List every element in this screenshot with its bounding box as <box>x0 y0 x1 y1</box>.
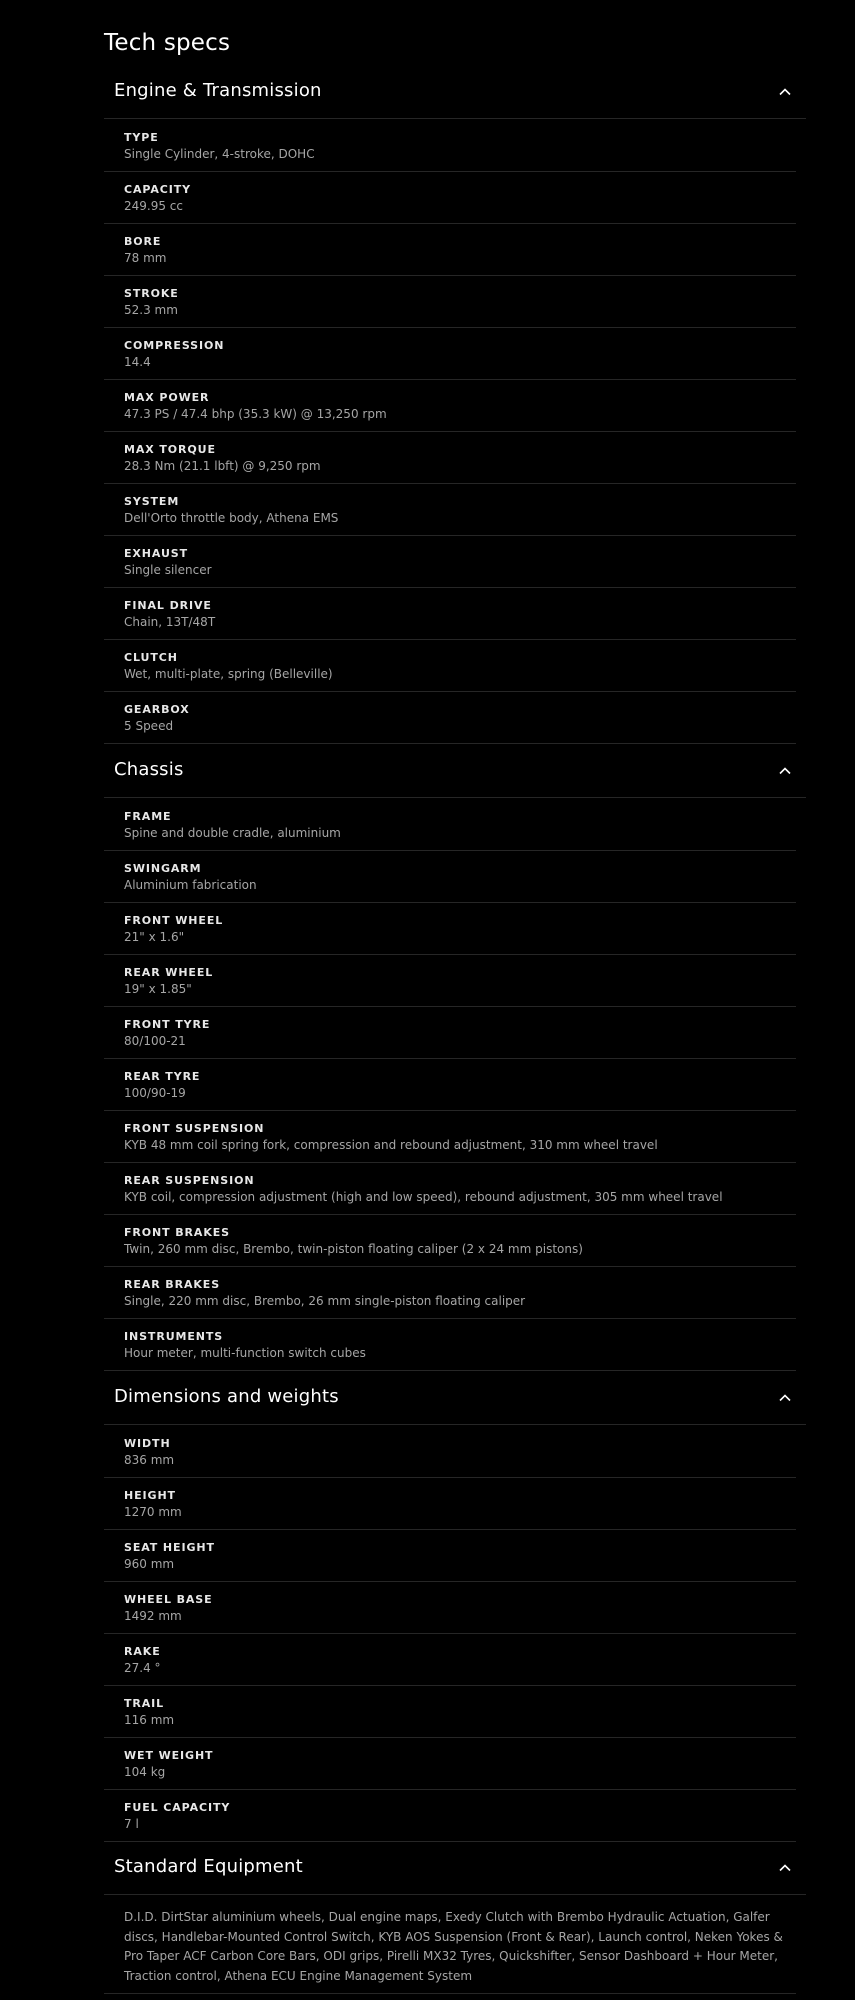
spec-value: 80/100-21 <box>124 1034 186 1048</box>
section-title: Chassis <box>114 759 184 780</box>
spec-value: 5 Speed <box>124 719 174 733</box>
spec-label: FRONT SUSPENSION <box>124 1122 265 1135</box>
spec-row-width <box>104 1426 796 1478</box>
spec-label: FRONT BRAKES <box>124 1226 231 1239</box>
spec-value: 116 mm <box>124 1713 175 1727</box>
spec-row-seat-height <box>104 1530 796 1582</box>
spec-label: EXHAUST <box>124 547 189 560</box>
section-title: Standard Equipment <box>114 1856 303 1877</box>
spec-value: Chain, 13T/48T <box>124 615 216 629</box>
spec-value: 100/90-19 <box>124 1086 186 1100</box>
spec-row-compression <box>104 328 796 380</box>
spec-row-max-torque <box>104 432 796 484</box>
spec-label: MAX TORQUE <box>124 443 216 456</box>
spec-value: 1492 mm <box>124 1609 182 1623</box>
spec-row-height <box>104 1478 796 1530</box>
spec-label: BORE <box>124 235 162 248</box>
spec-value: 1270 mm <box>124 1505 182 1519</box>
spec-label: FINAL DRIVE <box>124 599 212 612</box>
spec-label: STROKE <box>124 287 179 300</box>
spec-value: KYB 48 mm coil spring fork, compression and rebound adjustment, 310 mm wheel travel <box>124 1138 658 1152</box>
spec-value: 836 mm <box>124 1453 175 1467</box>
section-header-standard-equipment[interactable] <box>104 1843 806 1895</box>
spec-row-fuel-capacity <box>104 1790 796 1842</box>
spec-value: Single silencer <box>124 563 212 577</box>
spec-row-rear-wheel <box>104 955 796 1007</box>
chevron-up-icon[interactable] <box>776 1389 794 1407</box>
spec-value: Aluminium fabrication <box>124 878 257 892</box>
section-title: Dimensions and weights <box>114 1386 339 1407</box>
spec-label: WIDTH <box>124 1437 171 1450</box>
spec-value: 78 mm <box>124 251 167 265</box>
spec-row-trail <box>104 1686 796 1738</box>
spec-value: 7 l <box>124 1817 139 1831</box>
spec-value: 52.3 mm <box>124 303 178 317</box>
spec-value: 14.4 <box>124 355 151 369</box>
spec-label: HEIGHT <box>124 1489 176 1502</box>
chevron-up-icon[interactable] <box>776 1859 794 1877</box>
spec-value: 960 mm <box>124 1557 175 1571</box>
spec-label: REAR BRAKES <box>124 1278 221 1291</box>
spec-row-clutch <box>104 640 796 692</box>
spec-label: FRONT WHEEL <box>124 914 224 927</box>
spec-row-swingarm <box>104 851 796 903</box>
spec-row-max-power <box>104 380 796 432</box>
spec-row-instruments <box>104 1319 796 1371</box>
section-header-dimensions-weights[interactable] <box>104 1373 806 1425</box>
spec-value: Dell'Orto throttle body, Athena EMS <box>124 511 339 525</box>
standard-equipment-panel <box>104 1904 796 1994</box>
spec-label: GEARBOX <box>124 703 190 716</box>
spec-label: TYPE <box>124 131 159 144</box>
spec-row-rake <box>104 1634 796 1686</box>
spec-row-type <box>104 120 796 172</box>
spec-row-front-suspension <box>104 1111 796 1163</box>
spec-label: WHEEL BASE <box>124 1593 213 1606</box>
spec-row-front-tyre <box>104 1007 796 1059</box>
standard-equipment-text: D.I.D. DirtStar aluminium wheels, Dual engine maps, Exedy Clutch with Brembo Hydraulic Actuation, Galfer discs, Handlebar-Mounted Control Switch, KYB AOS Suspension (Front & Rear), Launch control, Neken Yokes & Pro Taper ACF Carbon Core Bars, ODI grips, Pirelli MX32 Tyres, Quickshifter, Sensor Dashboard + Hour Meter, Traction control, Athena ECU Engine Management System <box>124 1910 783 1983</box>
spec-row-wet-weight <box>104 1738 796 1790</box>
spec-value: 21" x 1.6" <box>124 930 185 944</box>
spec-value: 28.3 Nm (21.1 lbft) @ 9,250 rpm <box>124 459 321 473</box>
spec-row-wheel-base <box>104 1582 796 1634</box>
spec-value: 27.4 ° <box>124 1661 161 1675</box>
spec-row-stroke <box>104 276 796 328</box>
spec-label: MAX POWER <box>124 391 210 404</box>
spec-label: COMPRESSION <box>124 339 225 352</box>
spec-value: 249.95 cc <box>124 199 183 213</box>
spec-label: FRAME <box>124 810 172 823</box>
spec-row-rear-tyre <box>104 1059 796 1111</box>
spec-value: 19" x 1.85" <box>124 982 192 996</box>
spec-label: INSTRUMENTS <box>124 1330 224 1343</box>
spec-row-front-wheel <box>104 903 796 955</box>
spec-label: SWINGARM <box>124 862 202 875</box>
spec-row-exhaust <box>104 536 796 588</box>
spec-value: Wet, multi-plate, spring (Belleville) <box>124 667 333 681</box>
spec-label: REAR WHEEL <box>124 966 214 979</box>
spec-row-rear-suspension <box>104 1163 796 1215</box>
spec-row-capacity <box>104 172 796 224</box>
spec-label: SYSTEM <box>124 495 180 508</box>
section-header-engine-transmission[interactable] <box>104 67 806 119</box>
spec-label: CLUTCH <box>124 651 178 664</box>
spec-row-front-brakes <box>104 1215 796 1267</box>
spec-value: KYB coil, compression adjustment (high and low speed), rebound adjustment, 305 mm wheel travel <box>124 1190 723 1204</box>
spec-value: Single Cylinder, 4-stroke, DOHC <box>124 147 315 161</box>
spec-label: WET WEIGHT <box>124 1749 214 1762</box>
spec-value: Single, 220 mm disc, Brembo, 26 mm single-piston floating caliper <box>124 1294 526 1308</box>
spec-label: RAKE <box>124 1645 161 1658</box>
spec-value: 47.3 PS / 47.4 bhp (35.3 kW) @ 13,250 rpm <box>124 407 387 421</box>
spec-label: REAR TYRE <box>124 1070 201 1083</box>
spec-value: Hour meter, multi-function switch cubes <box>124 1346 366 1360</box>
page-title: Tech specs <box>104 30 231 56</box>
chevron-up-icon[interactable] <box>776 762 794 780</box>
spec-value: Spine and double cradle, aluminium <box>124 826 341 840</box>
spec-row-final-drive <box>104 588 796 640</box>
spec-label: REAR SUSPENSION <box>124 1174 255 1187</box>
spec-label: SEAT HEIGHT <box>124 1541 215 1554</box>
spec-value: Twin, 260 mm disc, Brembo, twin-piston floating caliper (2 x 24 mm pistons) <box>124 1242 583 1256</box>
section-header-chassis[interactable] <box>104 746 806 798</box>
spec-value: 104 kg <box>124 1765 166 1779</box>
spec-label: CAPACITY <box>124 183 191 196</box>
spec-row-rear-brakes <box>104 1267 796 1319</box>
chevron-up-icon[interactable] <box>776 83 794 101</box>
section-title: Engine & Transmission <box>114 80 322 101</box>
spec-label: FUEL CAPACITY <box>124 1801 231 1814</box>
spec-row-gearbox <box>104 692 796 744</box>
spec-row-system <box>104 484 796 536</box>
spec-row-frame <box>104 799 796 851</box>
spec-row-bore <box>104 224 796 276</box>
spec-label: FRONT TYRE <box>124 1018 211 1031</box>
spec-label: TRAIL <box>124 1697 165 1710</box>
